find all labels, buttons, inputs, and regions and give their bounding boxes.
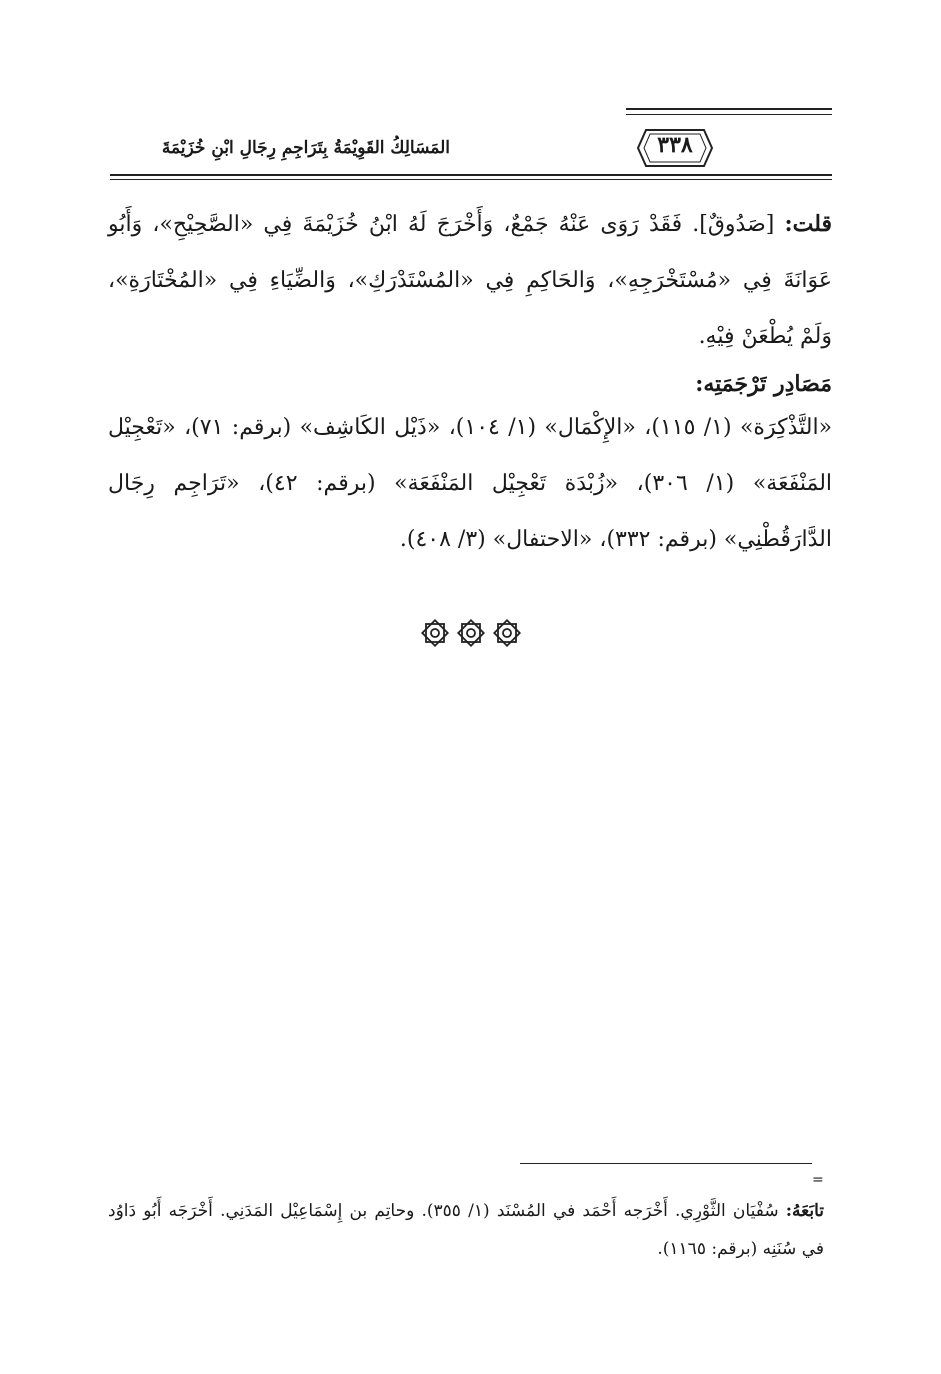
eight-point-star-icon bbox=[420, 618, 450, 648]
footnote bbox=[108, 1192, 824, 1268]
section-ornament bbox=[420, 618, 522, 652]
header-top-rule bbox=[626, 108, 832, 110]
footnote-text: سُفْيَان الثَّوْرِي. أَخْرَجه أَحْمَد في المُسْنَد (١/ ٣٥٥). وحاتِم بن إِسْمَاعِيْل المَدَنِي. أَخْرَجَه أَبُو دَاوُد في سُنَنِه (برقم: ١١٦٥). bbox=[108, 1201, 824, 1259]
header-top-rule-thin bbox=[626, 114, 832, 115]
footnote-continuation-mark: = bbox=[812, 1172, 824, 1188]
eight-point-star-icon bbox=[456, 618, 486, 648]
header-bottom-rule-thin bbox=[110, 179, 832, 180]
paragraph-text: [صَدُوقٌ]. فَقَدْ رَوَى عَنْهُ جَمْعٌ، وَأَخْرَجَ لَهُ ابْنُ خُزَيْمَةَ فِي «الصَّحِيْحِ»، وَأَبُو عَوَانَةَ فِي «مُسْتَخْرَجِهِ»، وَالحَاكِمِ فِي «المُسْتَدْرَكِ»، وَالضِّيَاءِ فِي «المُخْتَارَةِ»، وَلَمْ يُطْعَنْ فِيْهِ. bbox=[108, 212, 832, 349]
sources-heading: مَصَادِر تَرْجَمَتِه: bbox=[695, 371, 832, 397]
page-number: ٣٣٨ bbox=[657, 132, 693, 158]
footnote-lead: تابَعَهُ: bbox=[785, 1201, 824, 1221]
sources-paragraph: «التَّذْكِرَة» (١/ ١١٥)، «الإِكْمَال» (١/ ١٠٤)، «ذَيْل الكَاشِف» (برقم: ٧١)، «تَعْجِيْل المَنْفَعَة» (١/ ٣٠٦)، «زُبْدَة تَعْجِيْل المَنْفَعَة» (برقم: ٤٢)، «تَرَاجِم رِجَال الدَّارَقُطْنِي» (برقم: ٣٣٢)، «الاحتفال» (٣/ ٤٠٨). bbox=[108, 415, 833, 552]
page-number-badge bbox=[636, 126, 714, 170]
main-paragraph bbox=[108, 196, 832, 365]
footnote-separator bbox=[520, 1163, 812, 1164]
paragraph-lead: قلت: bbox=[784, 211, 832, 237]
running-header-title: المَسَالِكُ القَوِيْمَةُ بِتَرَاجِمِ رِجَالِ ابْنِ خُزَيْمَةَ bbox=[161, 138, 450, 158]
header-bottom-rule bbox=[110, 174, 832, 176]
eight-point-star-icon bbox=[492, 618, 522, 648]
